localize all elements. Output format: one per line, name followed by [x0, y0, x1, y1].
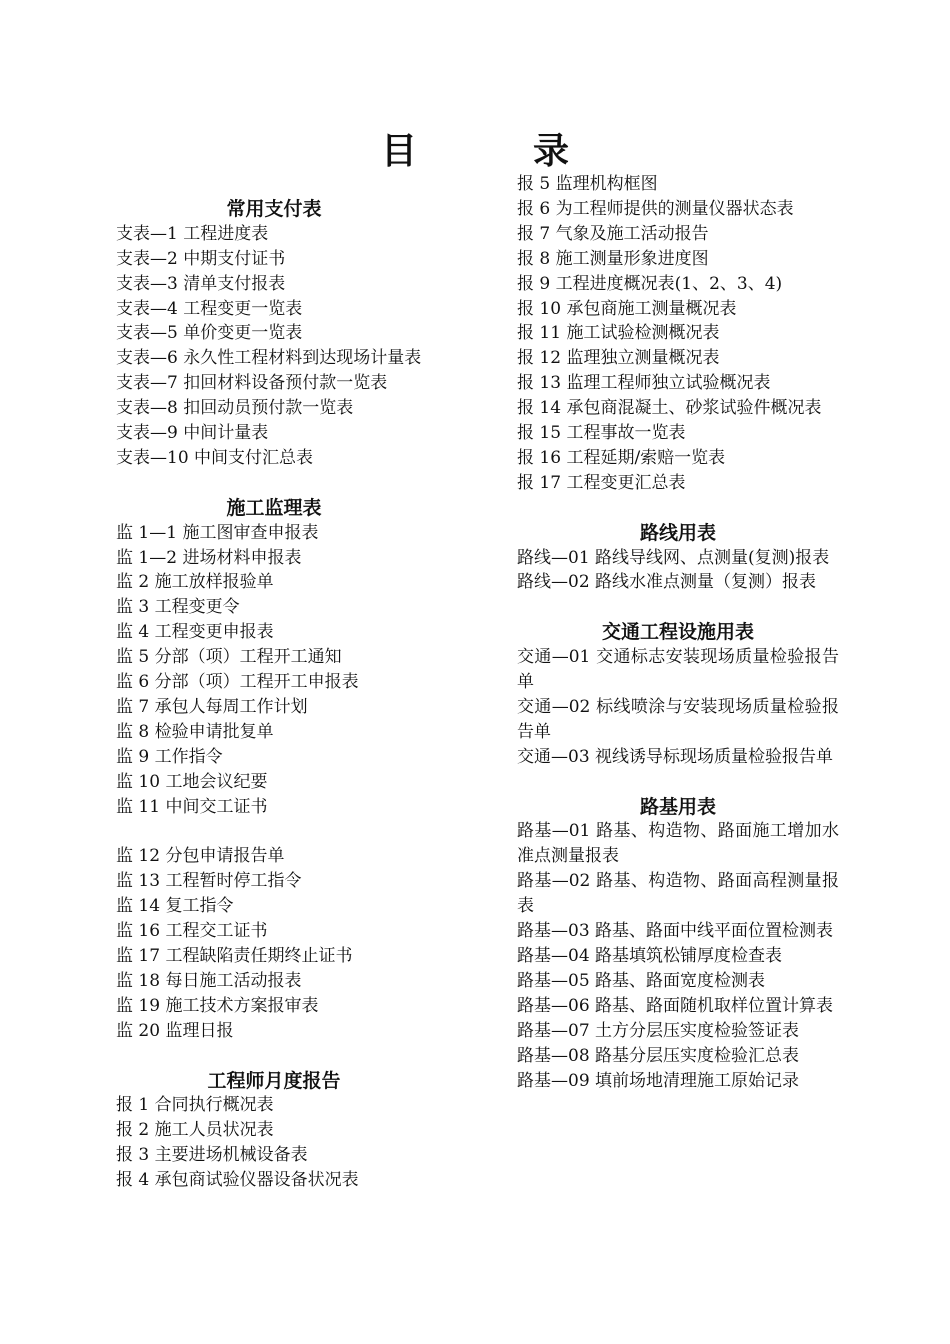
section-title-luxian: 路线用表: [639, 521, 716, 544]
list-item: 监 7 承包人每周工作计划: [116, 696, 308, 717]
section-title-jianli: 施工监理表: [226, 496, 322, 519]
list-item: 监 20 监理日报: [116, 1020, 234, 1041]
list-item: 监 6 分部（项）工程开工申报表: [116, 672, 359, 693]
list-item: 报 3 主要进场机械设备表: [116, 1145, 308, 1166]
list-item: 报 8 施工测量形象进度图: [517, 248, 709, 269]
section-title-zhifu: 常用支付表: [226, 197, 322, 220]
list-item: 路基—09 填前场地清理施工原始记录: [517, 1070, 800, 1091]
page-title: 目 录: [380, 130, 609, 172]
list-item: 监 11 中间交工证书: [116, 796, 268, 817]
list-item: 支表—5 单价变更一览表: [116, 323, 303, 344]
list-item: 监 1—1 施工图审查申报表: [116, 522, 319, 543]
list-item: 报 17 工程变更汇总表: [517, 472, 686, 493]
list-item: 路基—08 路基分层压实度检验汇总表: [517, 1045, 800, 1066]
list-item: 路基—01 路基、构造物、路面施工增加水准点测量报表: [517, 821, 839, 867]
list-item: 报 13 监理工程师独立试验概况表: [517, 373, 771, 394]
list-item: 报 4 承包商试验仪器设备状况表: [116, 1170, 359, 1191]
list-item: 支表—3 清单支付报表: [116, 273, 286, 294]
list-item: 路基—04 路基填筑松铺厚度检查表: [517, 946, 783, 966]
spacer: [517, 496, 839, 521]
list-item: 监 8 检验申请批复单: [116, 721, 274, 742]
list-item: 支表—10 中间支付汇总表: [116, 447, 314, 468]
list-item: 报 6 为工程师提供的测量仪器状态表: [517, 198, 794, 219]
list-item: 监 2 施工放样报验单: [116, 572, 274, 593]
list-item: 报 14 承包商混凝土、砂浆试验件概况表: [517, 398, 822, 419]
list-item: 监 17 工程缺陷责任期终止证书: [116, 946, 353, 967]
list-item: 监 19 施工技术方案报审表: [116, 995, 319, 1016]
list-item: 监 9 工作指令: [116, 746, 223, 767]
list-item: 监 14 复工指令: [116, 896, 234, 917]
list-item: 报 2 施工人员状况表: [116, 1120, 274, 1141]
list-item: 监 18 每日施工活动报表: [116, 970, 302, 991]
list-item: 监 1—2 进场材料申报表: [116, 547, 302, 568]
list-item: 监 10 工地会议纪要: [116, 771, 268, 792]
list-item: 报 9 工程进度概况表(1、2、3、4): [517, 273, 783, 294]
list-item: 路基—07 土方分层压实度检验签证表: [517, 1020, 800, 1041]
section-title-yuedu: 工程师月度报告: [207, 1069, 341, 1092]
list-item: 监 12 分包申请报告单: [116, 846, 285, 867]
left-column: [116, 172, 432, 1193]
list-item: 监 13 工程暂时停工指令: [116, 871, 302, 892]
list-item: 路线—01 路线导线网、点测量(复测)报表: [517, 547, 830, 568]
list-item: 路基—05 路基、路面宽度检测表: [517, 970, 766, 991]
list-item: 交通—02 标线喷涂与安装现场质量检验报告单: [517, 696, 839, 742]
list-item: 支表—8 扣回动员预付款一览表: [116, 398, 354, 419]
spacer: [116, 820, 432, 845]
spacer: [116, 1044, 432, 1069]
list-item: 支表—7 扣回材料设备预付款一览表: [116, 373, 388, 394]
list-item: 报 1 合同执行概况表: [116, 1095, 274, 1116]
list-item: 路基—02 路基、构造物、路面高程测量报表: [517, 871, 839, 917]
list-item: 报 16 工程延期/索赔一览表: [517, 447, 726, 468]
list-item: 路线—02 路线水准点测量（复测）报表: [517, 572, 817, 593]
list-item: 路基—03 路基、路面中线平面位置检测表: [517, 921, 834, 942]
list-item: 监 16 工程交工证书: [116, 921, 268, 942]
spacer: [517, 595, 839, 620]
spacer: [116, 172, 432, 197]
section-title-luji: 路基用表: [639, 795, 716, 818]
list-item: 交通—01 交通标志安装现场质量检验报告单: [517, 647, 839, 693]
spacer: [116, 471, 432, 496]
list-item: 监 3 工程变更令: [116, 597, 240, 618]
list-item: 支表—6 永久性工程材料到达现场计量表: [116, 348, 422, 369]
list-item: 监 4 工程变更申报表: [116, 622, 274, 643]
list-item: 报 10 承包商施工测量概况表: [517, 298, 737, 319]
list-item: 支表—2 中期支付证书: [116, 248, 286, 269]
spacer: [517, 770, 839, 795]
list-item: 报 7 气象及施工活动报告: [517, 223, 709, 244]
list-item: 监 5 分部（项）工程开工通知: [116, 647, 342, 668]
list-item: 路基—06 路基、路面随机取样位置计算表: [517, 995, 834, 1016]
list-item: 支表—9 中间计量表: [116, 423, 269, 444]
list-item: 报 15 工程事故一览表: [517, 423, 686, 444]
list-item: 支表—4 工程变更一览表: [116, 298, 303, 319]
list-item: 交通—03 视线诱导标现场质量检验报告单: [517, 746, 834, 767]
list-item: 报 12 监理独立测量概况表: [517, 348, 720, 369]
list-item: 报 11 施工试验检测概况表: [517, 323, 720, 344]
section-title-jiaotong: 交通工程设施用表: [601, 621, 754, 644]
right-column: [517, 172, 839, 1093]
list-item: 报 5 监理机构框图: [517, 174, 658, 194]
list-item: 支表—1 工程进度表: [116, 223, 269, 244]
